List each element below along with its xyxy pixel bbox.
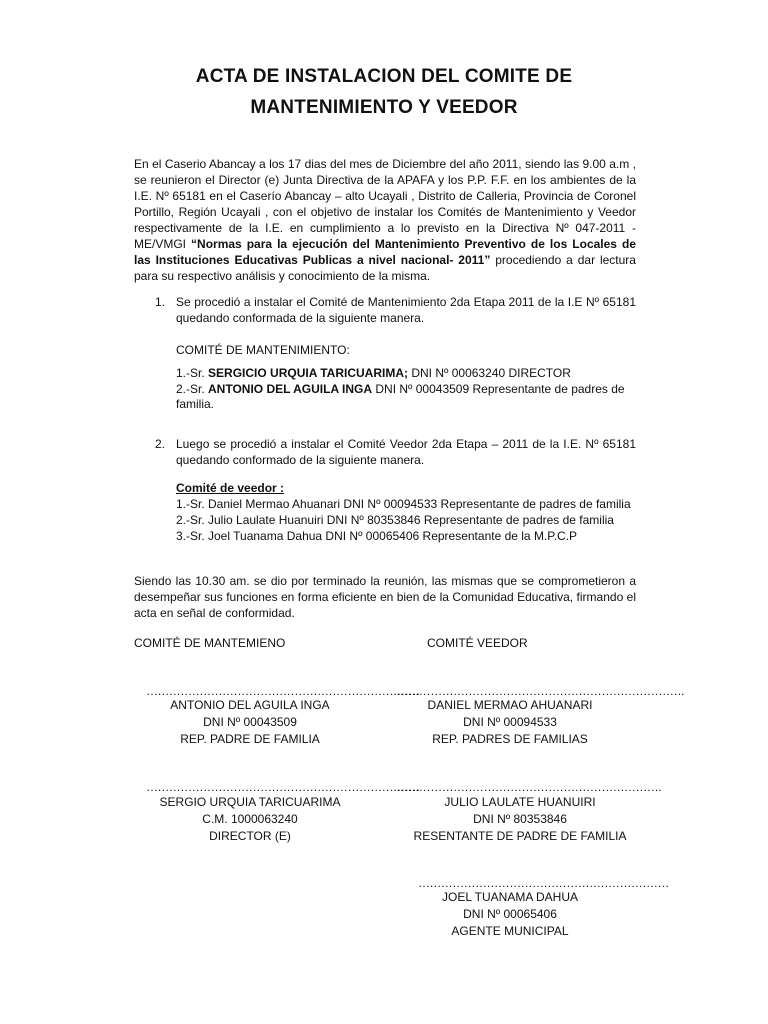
signer-4-name: JULIO LAULATE HUANUIRI bbox=[444, 795, 596, 809]
signer-4-role: RESENTANTE DE PADRE DE FAMILIA bbox=[413, 829, 627, 843]
item-1-text: Se procedió a instalar el Comité de Mantenimiento 2da Etapa 2011 de la I.E Nº 65181 quedando conformada de la siguiente manera. bbox=[176, 295, 636, 325]
signer-2-name: DANIEL MERMAO AHUANARI bbox=[427, 698, 593, 712]
signer-1-id: DNI Nº 00043509 bbox=[203, 715, 297, 729]
signature-line-1: ……………………………………………………………… bbox=[146, 684, 420, 698]
member-1-rest: DNI Nº 00063240 DIRECTOR bbox=[408, 366, 571, 380]
signature-block-3 bbox=[130, 794, 370, 845]
signature-block-5 bbox=[390, 889, 630, 940]
veedor-member-3: 3.-Sr. Joel Tuanama Dahua DNI Nº 00065406 Representante de la M.P.C.P bbox=[176, 529, 578, 543]
intro-text-2: procediendo a dar lectura para su respectivo análisis y conocimiento de la misma. bbox=[134, 253, 636, 283]
signature-block-4 bbox=[400, 794, 640, 845]
signature-block-2 bbox=[390, 697, 630, 748]
member-2-prefix: 2.-Sr. bbox=[176, 382, 209, 396]
signer-1-role: REP. PADRE DE FAMILIA bbox=[180, 732, 320, 746]
maintenance-heading: COMITÉ DE MANTENIMIENTO: bbox=[176, 343, 350, 357]
maintenance-member-2-cont: familia. bbox=[176, 397, 215, 411]
veedor-heading: Comité de veedor : bbox=[176, 481, 285, 495]
member-1-name: SERGICIO URQUIA TARICUARIMA; bbox=[208, 366, 409, 380]
title-line-2: MANTENIMIENTO Y VEEDOR bbox=[250, 97, 518, 118]
maintenance-member-2 bbox=[176, 381, 625, 397]
label-veedor-committee: COMITÉ VEEDOR bbox=[427, 636, 528, 650]
veedor-member-2: 2.-Sr. Julio Laulate Huanuiri DNI Nº 80353846 Representante de padres de familia bbox=[176, 513, 614, 527]
signature-line-5: ………………………………………………………… bbox=[418, 876, 669, 890]
item-1 bbox=[155, 294, 636, 326]
signer-4-id: DNI Nº 80353846 bbox=[473, 812, 567, 826]
signature-line-2: …………………………………………………………………. bbox=[396, 684, 684, 698]
item-2 bbox=[155, 436, 636, 468]
maintenance-member-1 bbox=[176, 365, 571, 381]
intro-text-1: En el Caserio Abancay a los 17 dias del mes de Diciembre del año 2011, siendo las 9.00 a.m , se reunieron el Director (e) Junta Directiva de la APAFA y los P.P. F.F. en los ambientes de la I.E. Nº 65181 en el Caserío Abancay – alto Ucayali , Distrito de Calleria, Provincia de Coronel Portillo, Región Ucayali , con el objetivo de instalar los Comités de Mantenimiento y Veedor respectivamente de la I.E. en cumplimiento a lo previsto en la Directiva Nº 047-2011 - ME/VMGI bbox=[134, 157, 636, 251]
signer-5-id: DNI Nº 00065406 bbox=[463, 907, 557, 921]
signature-line-3: ……………………………………………………………… bbox=[146, 780, 420, 794]
signer-3-id: C.M. 1000063240 bbox=[202, 812, 298, 826]
closing-paragraph: Siendo las 10.30 am. se dio por terminado la reunión, las mismas que se comprometieron a desempeñar sus funciones en forma eficiente en bien de la Comunidad Educativa, firmando el acta en señal de conformidad. bbox=[134, 574, 636, 620]
intro-paragraph bbox=[134, 156, 636, 284]
label-maintenance-committee: COMITÉ DE MANTEMIENO bbox=[134, 636, 286, 650]
item-1-number: 1. bbox=[155, 295, 166, 309]
member-1-prefix: 1.-Sr. bbox=[176, 366, 209, 380]
title-line-1: ACTA DE INSTALACION DEL COMITE DE bbox=[195, 66, 573, 87]
member-2-name: ANTONIO DEL AGUILA INGA bbox=[208, 382, 373, 396]
signer-3-role: DIRECTOR (E) bbox=[209, 829, 291, 843]
signature-line-4: ……………………………………………………………. bbox=[396, 780, 661, 794]
signer-5-name: JOEL TUANAMA DAHUA bbox=[441, 890, 579, 904]
signature-block-1 bbox=[130, 697, 370, 748]
signer-1-name: ANTONIO DEL AGUILA INGA bbox=[170, 698, 330, 712]
intro-bold-text: “Normas para la ejecución del Mantenimiento Preventivo de los Locales de las Instituciones Educativas Publicas a nivel nacional- 2011” bbox=[134, 237, 636, 267]
signer-2-id: DNI Nº 00094533 bbox=[463, 715, 557, 729]
signer-3-name: SERGIO URQUIA TARICUARIMA bbox=[159, 795, 341, 809]
item-2-number: 2. bbox=[155, 437, 166, 451]
signer-5-role: AGENTE MUNICIPAL bbox=[451, 924, 569, 938]
item-2-text: Luego se procedió a instalar el Comité Veedor 2da Etapa – 2011 de la I.E. Nº 65181 quedando conformado de la siguiente manera. bbox=[176, 437, 636, 467]
member-2-rest: DNI Nº 00043509 Representante de padres de bbox=[372, 382, 625, 396]
signer-2-role: REP. PADRES DE FAMILIAS bbox=[432, 732, 588, 746]
veedor-member-1: 1.-Sr. Daniel Mermao Ahuanari DNI Nº 00094533 Representante de padres de familia bbox=[176, 497, 631, 511]
